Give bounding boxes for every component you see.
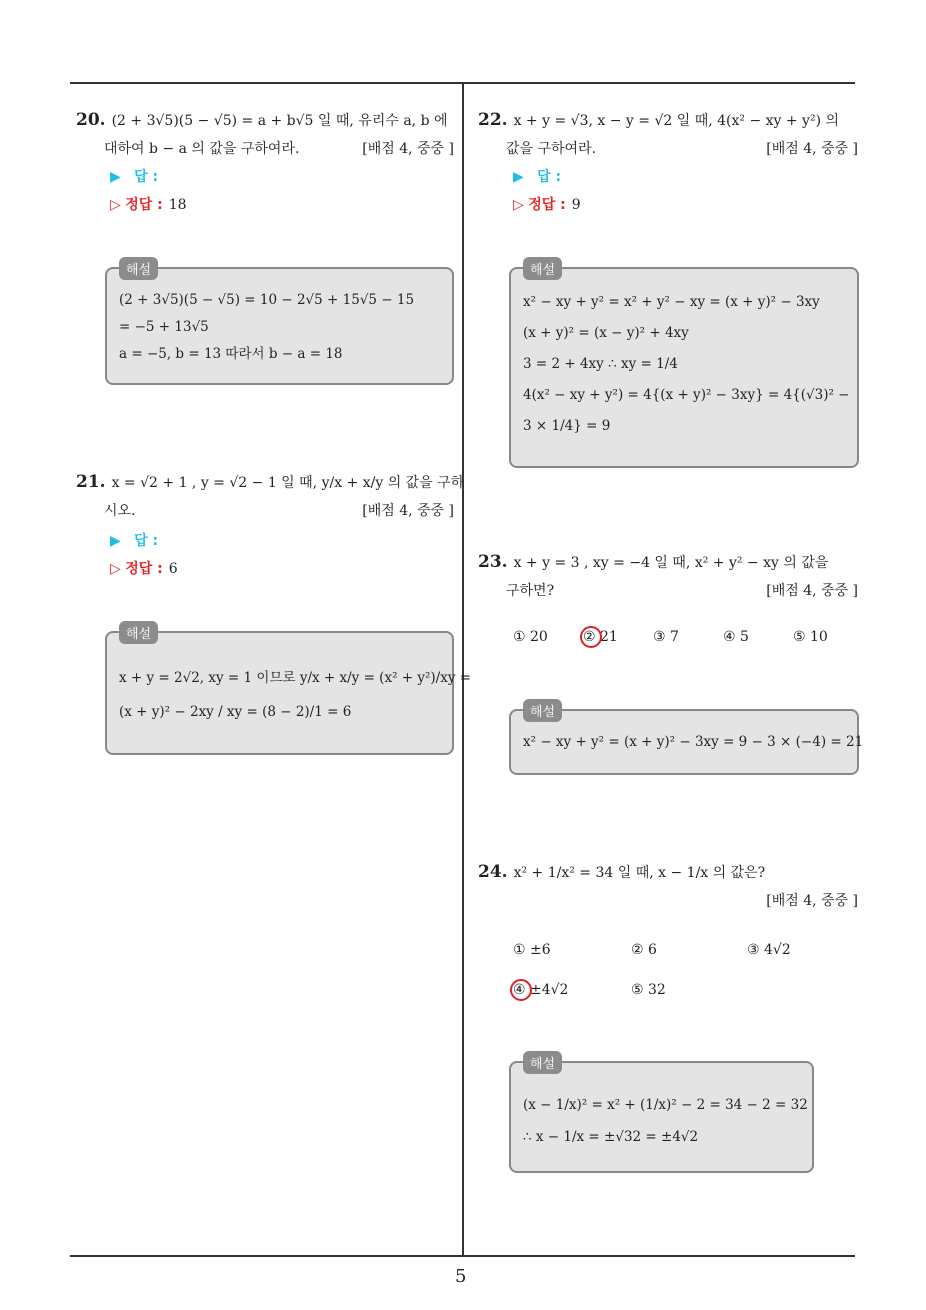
solution-line: a = −5, b = 13 따라서 b − a = 18 (119, 346, 343, 362)
question-text-2: 대하여 b − a 의 값을 구하여라. (104, 141, 300, 157)
solution-line: x + y = 2√2, xy = 1 이므로 y/x + x/y = (x² + y²)/xy = (119, 670, 472, 686)
hollow-triangle-icon: ▷ (513, 197, 524, 213)
answer-line (110, 166, 158, 186)
solution-line: 4(x² − xy + y²) = 4{(x + y)² − 3xy} = 4{(√3)² − (523, 387, 850, 403)
choice-3[interactable]: ③ 7 (653, 629, 679, 645)
solution-box (509, 263, 859, 468)
question-text: x + y = 3 , xy = −4 일 때, x² + y² − xy 의 값을 (513, 555, 829, 571)
solution-line: (x + y)² = (x − y)² + 4xy (523, 325, 689, 341)
choice-1[interactable]: ① ±6 (513, 942, 551, 958)
question-text: x = √2 + 1 , y = √2 − 1 일 때, y/x + x/y 의 값을 구하 (111, 475, 465, 491)
question-text: x + y = √3, x − y = √2 일 때, 4(x² − xy + y²) 의 (513, 113, 840, 129)
solution-line: x² − xy + y² = x² + y² − xy = (x + y)² − 3xy (523, 294, 820, 310)
solution-text (523, 1089, 808, 1153)
correct-label: 정답 : (125, 197, 163, 213)
score-label: [배점 4, 중중 ] (766, 141, 858, 157)
solution-line: = −5 + 13√5 (119, 319, 209, 335)
question-text: x² + 1/x² = 34 일 때, x − 1/x 의 값은? (513, 865, 766, 881)
solution-line: (x − 1/x)² = x² + (1/x)² − 2 = 34 − 2 = 32 (523, 1097, 808, 1113)
choices (513, 629, 853, 653)
question-number: 24. (478, 862, 508, 882)
question-number: 20. (76, 110, 106, 130)
question-number: 22. (478, 110, 508, 130)
solution-line: (x + y)² − 2xy / xy = (8 − 2)/1 = 6 (119, 704, 352, 720)
correct-value: 18 (168, 197, 187, 213)
hollow-triangle-icon: ▷ (110, 561, 121, 577)
score-label: [배점 4, 중중 ] (362, 141, 454, 157)
solution-line: (2 + 3√5)(5 − √5) = 10 − 2√5 + 15√5 − 15 (119, 292, 415, 308)
correct-label: 정답 : (528, 197, 566, 213)
score-label: [배점 4, 중중 ] (766, 583, 858, 599)
choice-4[interactable]: ④ 5 (723, 629, 749, 645)
choice-1[interactable]: ① 20 (513, 629, 548, 645)
question-text-2: 값을 구하여라. (506, 141, 597, 157)
solution-line: ∴ x − 1/x = ±√32 = ±4√2 (523, 1129, 699, 1145)
triangle-icon: ▶ (513, 169, 524, 185)
page-number: 5 (455, 1266, 467, 1287)
answer-label: 답 : (134, 169, 159, 185)
score-label: [배점 4, 중중 ] (362, 503, 454, 519)
answer-label: 답 : (134, 533, 159, 549)
solution-line: x² − xy + y² = (x + y)² − 3xy = 9 − 3 × (−4) = 21 (523, 734, 864, 750)
question-24 (478, 858, 858, 915)
choice-2[interactable]: ② 21 (583, 629, 618, 645)
triangle-icon: ▶ (110, 533, 121, 549)
correct-answer-line (513, 194, 581, 214)
choice-5[interactable]: ⑤ 10 (793, 629, 828, 645)
solution-tag: 해설 (119, 257, 158, 280)
selected-choice-mark (510, 979, 532, 1001)
solution-text (523, 729, 863, 756)
solution-text (119, 287, 414, 368)
triangle-icon: ▶ (110, 169, 121, 185)
solution-tag: 해설 (523, 1051, 562, 1074)
solution-box (105, 627, 472, 755)
solution-text (523, 287, 850, 442)
choice-4[interactable]: ④ ±4√2 (513, 982, 569, 998)
choice-5[interactable]: ⑤ 32 (631, 982, 666, 998)
answer-label: 답 : (537, 169, 562, 185)
question-text: (2 + 3√5)(5 − √5) = a + b√5 일 때, 유리수 a, b 에 (111, 113, 448, 129)
question-20 (76, 106, 454, 163)
choices (513, 942, 853, 1006)
correct-value: 9 (571, 197, 581, 213)
answer-line (110, 530, 158, 550)
solution-box (105, 263, 454, 385)
solution-line: 3 = 2 + 4xy ∴ xy = 1/4 (523, 356, 678, 372)
score-label: [배점 4, 중중 ] (766, 893, 858, 909)
bottom-rule (70, 1255, 855, 1257)
solution-line: 3 × 1/4} = 9 (523, 418, 611, 434)
correct-answer-line (110, 558, 178, 578)
question-text-2: 구하면? (506, 583, 555, 599)
correct-value: 6 (168, 561, 178, 577)
solution-tag: 해설 (119, 621, 158, 644)
question-23 (478, 548, 858, 605)
solution-box (509, 1057, 814, 1173)
solution-box (509, 705, 864, 775)
solution-text (119, 661, 471, 729)
selected-choice-mark (580, 626, 602, 648)
correct-answer-line (110, 194, 187, 214)
question-number: 23. (478, 552, 508, 572)
question-22 (478, 106, 858, 163)
choice-3[interactable]: ③ 4√2 (747, 942, 791, 958)
question-21 (76, 468, 465, 525)
question-text-2: 시오. (104, 503, 136, 519)
hollow-triangle-icon: ▷ (110, 197, 121, 213)
question-number: 21. (76, 472, 106, 492)
correct-label: 정답 : (125, 561, 163, 577)
answer-line (513, 166, 561, 186)
solution-tag: 해설 (523, 257, 562, 280)
solution-tag: 해설 (523, 699, 562, 722)
choice-2[interactable]: ② 6 (631, 942, 657, 958)
